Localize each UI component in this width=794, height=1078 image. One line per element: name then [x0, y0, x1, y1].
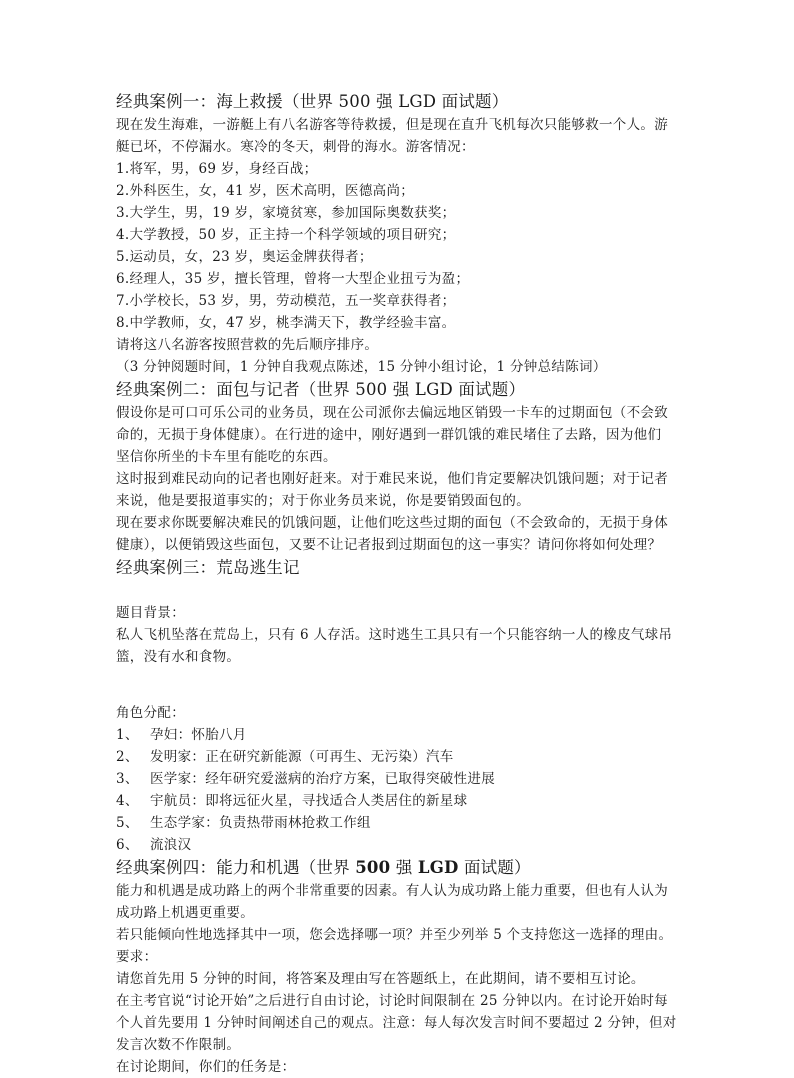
case1-line: 3.大学生，男，19 岁，家境贫寒，参加国际奥数获奖； — [116, 205, 456, 221]
role-text: 宇航员：即将远征火星，寻找适合人类居住的新星球 — [150, 793, 468, 809]
case3-background-line: 私人飞机坠落在荒岛上，只有 6 人存活。这时逃生工具只有一个只能容纳一人的橡皮气球吊 — [116, 627, 673, 643]
case4-line: 能力和机遇是成功路上的两个非常重要的因素。有人认为成功路上能力重要，但也有人认为 — [116, 883, 668, 899]
case1-line: 4.大学教授，50 岁，正主持一个科学领域的项目研究； — [116, 227, 456, 243]
case2-line: 健康），以便销毁这些面包，又要不让记者报到过期面包的这一事实？请问你将如何处理？ — [116, 537, 662, 553]
case3-role-list — [116, 724, 682, 856]
role-text: 流浪汉 — [150, 837, 192, 853]
case3-title: 经典案例三：荒岛逃生记 — [116, 558, 300, 577]
case1-line: 请将这八名游客按照营救的先后顺序排序。 — [116, 337, 379, 353]
case1-line: （3 分钟阅题时间，1 分钟自我观点陈述，15 分钟小组讨论，1 分钟总结陈词） — [116, 359, 607, 375]
case1-line: 7.小学校长，53 岁，男，劳动模范，五一奖章获得者； — [116, 293, 456, 309]
case4-line: 在讨论期间，你们的任务是： — [116, 1059, 296, 1075]
case1-title: 经典案例一：海上救援（世界 500 强 LGD 面试题） — [116, 92, 509, 111]
role-number: 4、 — [116, 793, 139, 809]
role-item — [116, 834, 682, 856]
case4-line: 要求： — [116, 949, 158, 965]
case4-line: 在主考官说“讨论开始”之后进行自由讨论，讨论时间限制在 25 分钟以内。在讨论开始时每 — [116, 993, 668, 1009]
case4-line: 个人首先要用 1 分钟时间阐述自己的观点。注意：每人每次发言时间不要超过 2 分钟，但对 — [116, 1015, 677, 1031]
case2-title: 经典案例二：面包与记者（世界 500 强 LGD 面试题） — [116, 380, 526, 399]
case1-line: 5.运动员，女，23 岁，奥运金牌获得者； — [116, 249, 373, 265]
case3-background-line: 篮，没有水和食物。 — [116, 649, 241, 665]
case4-title-lgd: LGD — [417, 858, 459, 877]
case2-body — [116, 402, 682, 556]
case2-line: 现在要求你既要解决难民的饥饿问题，让他们吃这些过期的面包（不会致命的，无损于身体 — [116, 515, 668, 531]
spacer — [116, 668, 682, 690]
case2-line: 假设你是可口可乐公司的业务员，现在公司派你去偏远地区销毁一卡车的过期面包（不会致 — [116, 405, 668, 421]
role-item — [116, 768, 682, 790]
case2-line: 坚信你所坐的卡车里有能吃的东西。 — [116, 449, 337, 465]
role-item — [116, 812, 682, 834]
role-item — [116, 790, 682, 812]
case3-background-label: 题目背景： — [116, 605, 185, 621]
case3-roles-label: 角色分配： — [116, 705, 185, 721]
case4-title-suffix: 面试题） — [458, 858, 531, 877]
case4-title-prefix: 经典案例四：能力和机遇（世界 — [116, 858, 356, 877]
case1-body — [116, 114, 682, 378]
case4-title-mid: 强 — [390, 858, 418, 877]
case1-line: 2.外科医生，女，41 岁，医术高明，医德高尚； — [116, 183, 415, 199]
case4-title — [116, 856, 682, 880]
case2-line: 命的，无损于身体健康）。在行进的途中，刚好遇到一群饥饿的难民堵住了去路，因为他们 — [116, 427, 662, 443]
case1-line: 6.经理人，35 岁，擅长管理，曾将一大型企业扭亏为盈； — [116, 271, 470, 287]
role-number: 6、 — [116, 837, 139, 853]
role-text: 医学家：经年研究爱滋病的治疗方案，已取得突破性进展 — [150, 771, 495, 787]
case4-line: 请您首先用 5 分钟的时间，将答案及理由写在答题纸上，在此期间，请不要相互讨论。 — [116, 971, 645, 987]
case1-line: 1.将军，男，69 岁，身经百战； — [116, 161, 318, 177]
case4-line: 若只能倾向性地选择其中一项，您会选择哪一项？并至少列举 5 个支持您这一选择的理由。 — [116, 927, 673, 943]
role-number: 2、 — [116, 749, 139, 765]
role-number: 3、 — [116, 771, 139, 787]
role-text: 发明家：正在研究新能源（可再生、无污染）汽车 — [150, 749, 454, 765]
case2-line: 这时报到难民动向的记者也刚好赶来。对于难民来说，他们肯定要解决饥饿问题；对于记者 — [116, 471, 668, 487]
case1-line: 现在发生海难，一游艇上有八名游客等待救援，但是现在直升飞机每次只能够救一个人。游 — [116, 117, 668, 133]
role-item — [116, 746, 682, 768]
case2-line: 来说，他是要报道事实的；对于你业务员来说，你是要销毁面包的。 — [116, 493, 530, 509]
case1-line: 8.中学教师，女，47 岁，桃李满天下，教学经验丰富。 — [116, 315, 456, 331]
spacer — [116, 580, 682, 602]
spacer — [116, 690, 682, 702]
case1-line: 艇已坏，不停漏水。寒冷的冬天，刺骨的海水。游客情况： — [116, 139, 475, 155]
case4-title-number: 500 — [355, 858, 391, 877]
role-text: 孕妇：怀胎八月 — [150, 727, 247, 743]
case4-body — [116, 880, 682, 1078]
case4-line: 发言次数不作限制。 — [116, 1037, 241, 1053]
case4-line: 成功路上机遇更重要。 — [116, 905, 254, 921]
document-body — [116, 90, 682, 1078]
role-item — [116, 724, 682, 746]
role-number: 1、 — [116, 727, 139, 743]
role-text: 生态学家：负责热带雨林抢救工作组 — [150, 815, 371, 831]
role-number: 5、 — [116, 815, 139, 831]
